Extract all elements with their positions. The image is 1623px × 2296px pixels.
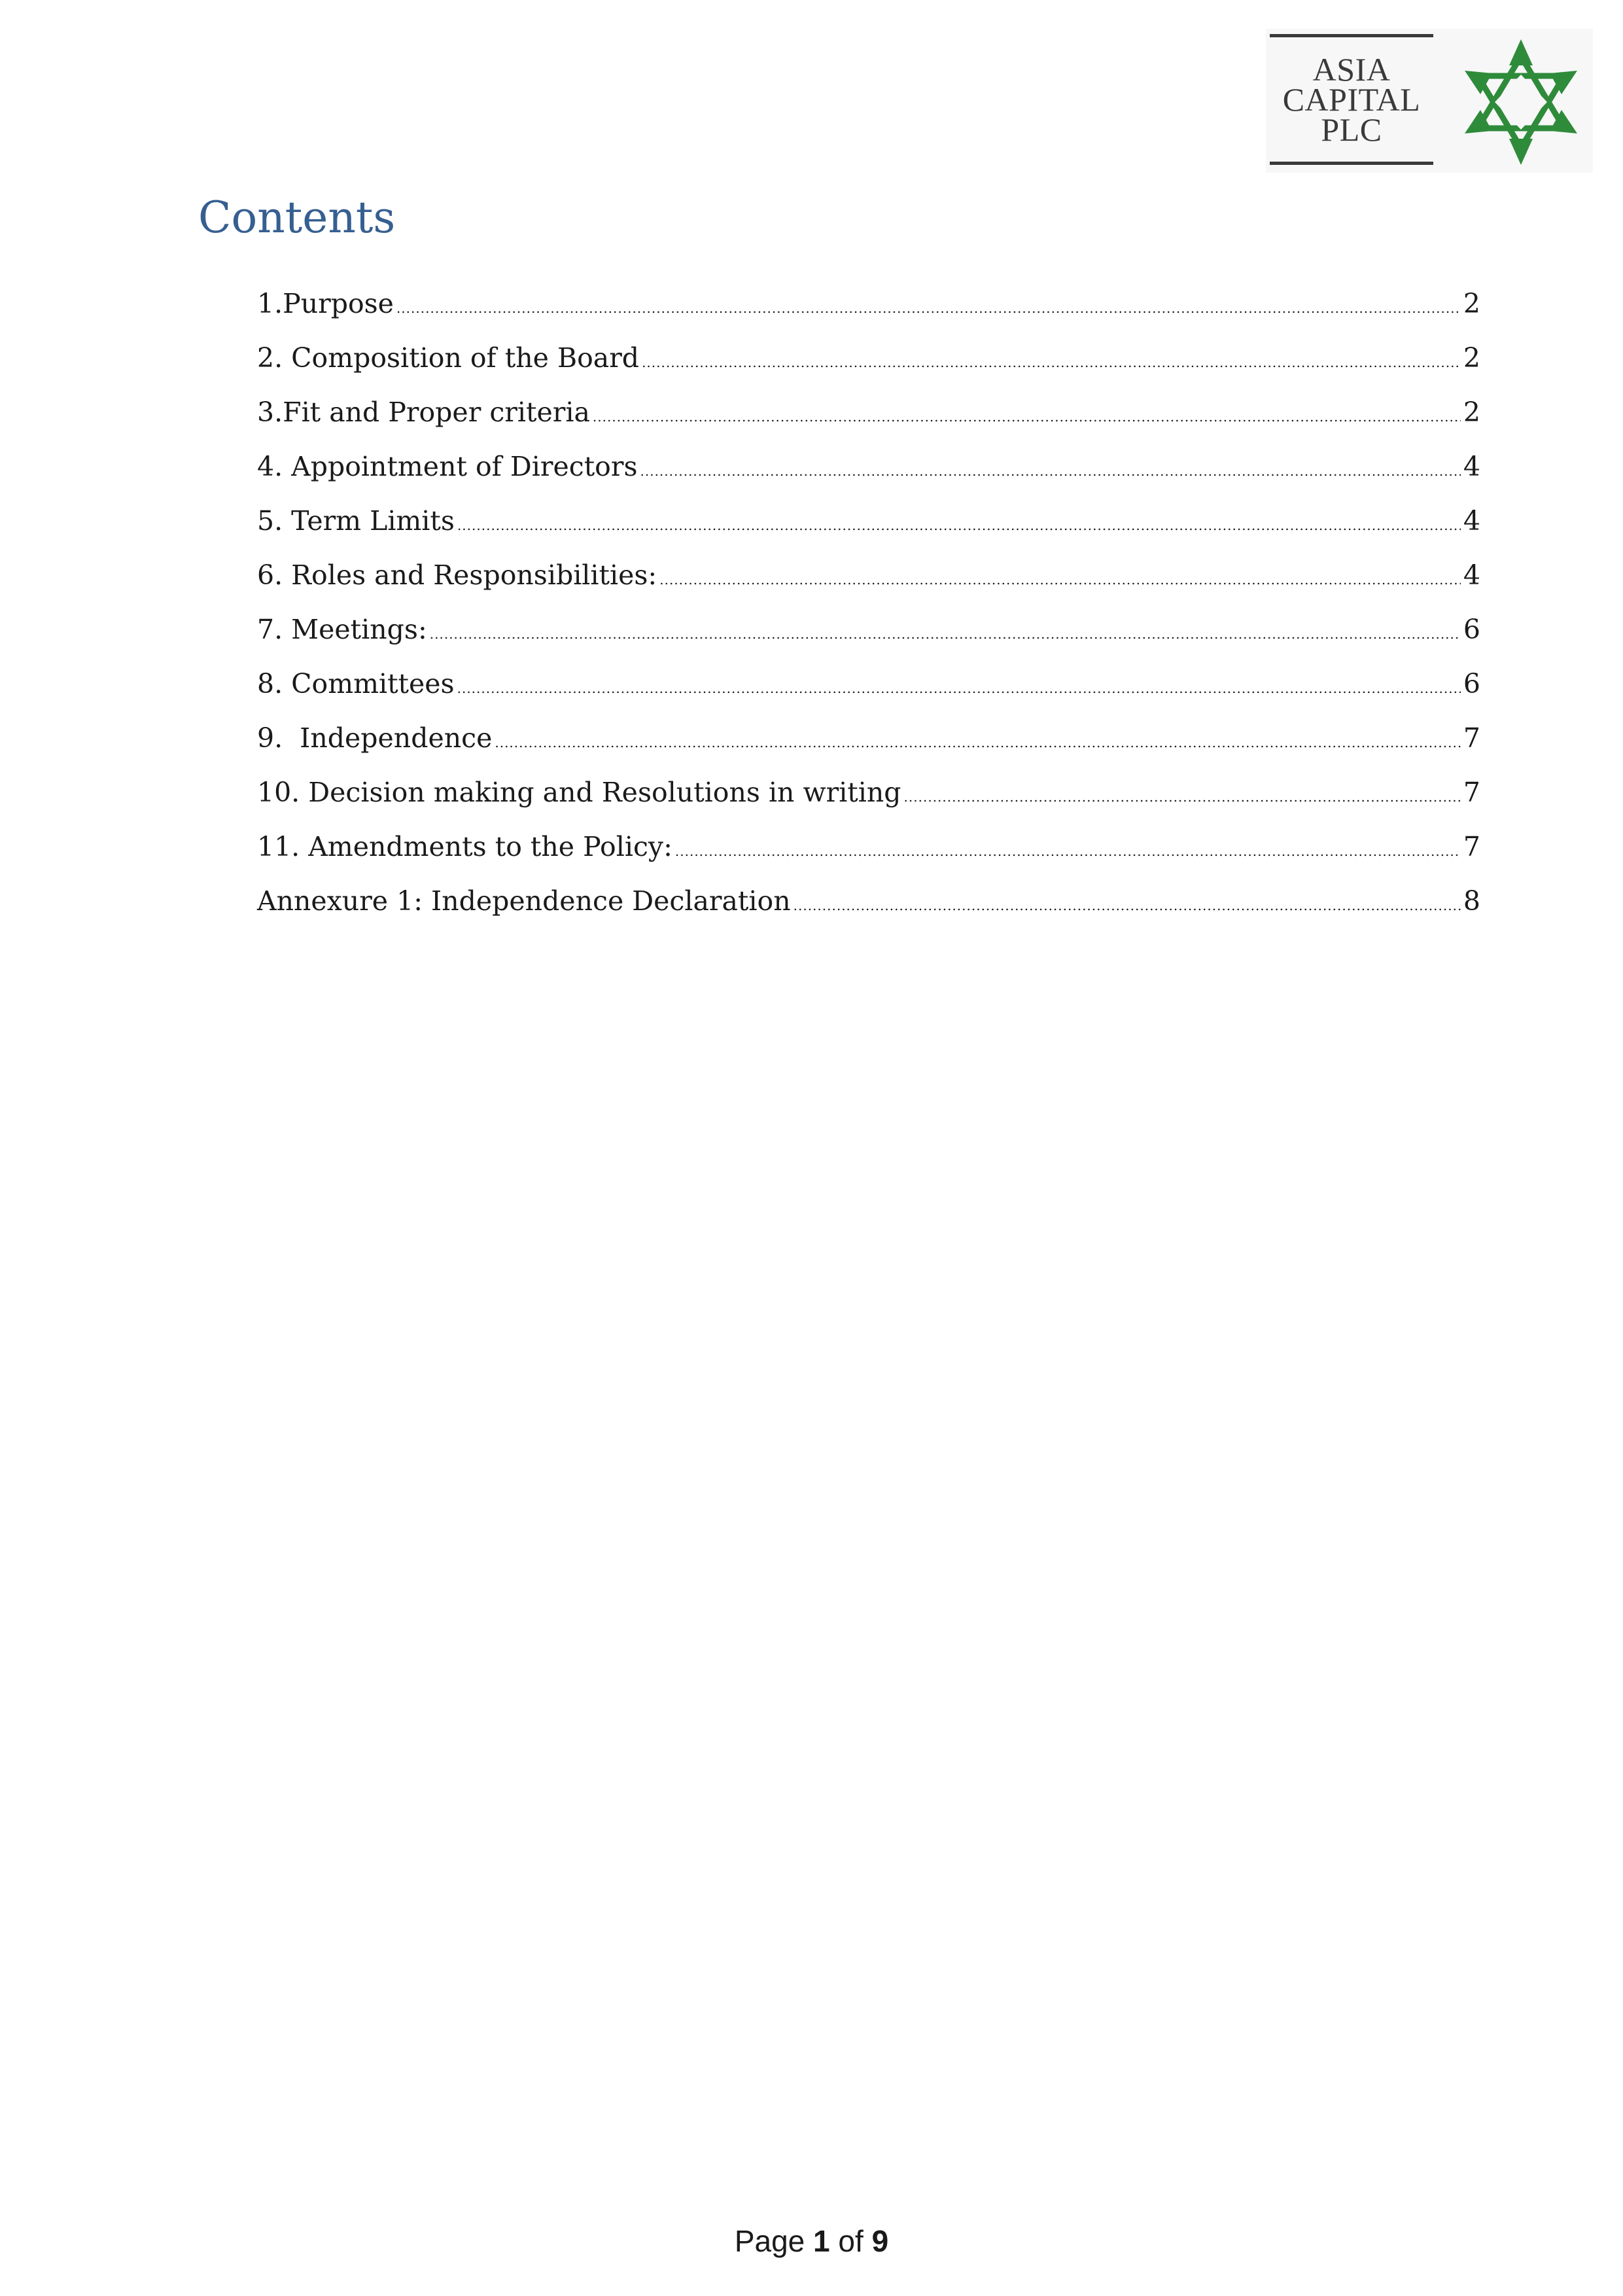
toc-entry[interactable] — [257, 397, 1480, 451]
footer-current-page: 1 — [813, 2224, 830, 2258]
toc-dot-leader — [495, 735, 1461, 751]
toc-entry[interactable] — [257, 722, 1480, 777]
toc-entry[interactable] — [257, 668, 1480, 722]
toc-dot-leader — [457, 680, 1461, 696]
toc-entry-page: 4 — [1463, 451, 1480, 482]
toc-entry-page: 7 — [1463, 722, 1480, 754]
footer-page-word: Page — [734, 2224, 805, 2258]
toc-entry-label: 11. Amendments to the Policy: — [257, 831, 672, 862]
toc-entry-label: 9. Independence — [257, 722, 493, 754]
toc-dot-leader — [430, 626, 1461, 642]
page-footer — [0, 2223, 1623, 2259]
logo-wordmark — [1270, 34, 1433, 165]
star-emblem-icon — [1456, 37, 1586, 168]
toc-entry-page: 4 — [1463, 505, 1480, 537]
toc-entry-page: 7 — [1463, 831, 1480, 862]
toc-entry-label: 4. Appointment of Directors — [257, 451, 638, 482]
toc-dot-leader — [659, 572, 1461, 588]
toc-entry-label: 8. Committees — [257, 668, 455, 699]
toc-entry-page: 7 — [1463, 777, 1480, 808]
toc-dot-leader — [642, 355, 1461, 370]
toc-entry[interactable] — [257, 451, 1480, 505]
toc-entry-label: 5. Term Limits — [257, 505, 455, 537]
toc-dot-leader — [593, 409, 1461, 425]
toc-entry-label: 10. Decision making and Resolutions in writing — [257, 777, 901, 808]
toc-entry-label: 1.Purpose — [257, 288, 394, 319]
toc-dot-leader — [396, 300, 1461, 316]
toc-entry-page: 2 — [1463, 288, 1480, 319]
toc-dot-leader — [904, 789, 1461, 805]
toc-entry-page: 6 — [1463, 668, 1480, 699]
toc-entry-label: 2. Composition of the Board — [257, 342, 640, 374]
toc-entry[interactable] — [257, 288, 1480, 342]
toc-dot-leader — [675, 843, 1461, 859]
toc-dot-leader — [640, 463, 1461, 479]
toc-entry-label: 7. Meetings: — [257, 614, 427, 645]
toc-entry[interactable] — [257, 342, 1480, 397]
toc-dot-leader — [457, 518, 1461, 533]
toc-entry-page: 6 — [1463, 614, 1480, 645]
toc-entry[interactable] — [257, 505, 1480, 559]
company-logo — [1266, 29, 1593, 173]
toc-entry-page: 8 — [1463, 885, 1480, 917]
logo-line: CAPITAL — [1282, 81, 1421, 118]
toc-entry[interactable] — [257, 885, 1480, 940]
toc-entry-label: Annexure 1: Independence Declaration — [257, 885, 791, 917]
toc-entry-page: 2 — [1463, 397, 1480, 428]
toc-entry[interactable] — [257, 831, 1480, 885]
page-title: Contents — [198, 192, 396, 243]
toc-entry[interactable] — [257, 559, 1480, 614]
toc-dot-leader — [794, 898, 1461, 913]
toc-entry[interactable] — [257, 614, 1480, 668]
logo-line: ASIA — [1312, 51, 1391, 88]
toc-entry-label: 3.Fit and Proper criteria — [257, 397, 590, 428]
table-of-contents — [257, 288, 1480, 940]
toc-entry-page: 4 — [1463, 559, 1480, 591]
logo-line: PLC — [1321, 111, 1382, 148]
footer-of-word: of — [838, 2224, 864, 2258]
toc-entry[interactable] — [257, 777, 1480, 831]
toc-entry-page: 2 — [1463, 342, 1480, 374]
footer-total-pages: 9 — [871, 2224, 889, 2258]
toc-entry-label: 6. Roles and Responsibilities: — [257, 559, 657, 591]
